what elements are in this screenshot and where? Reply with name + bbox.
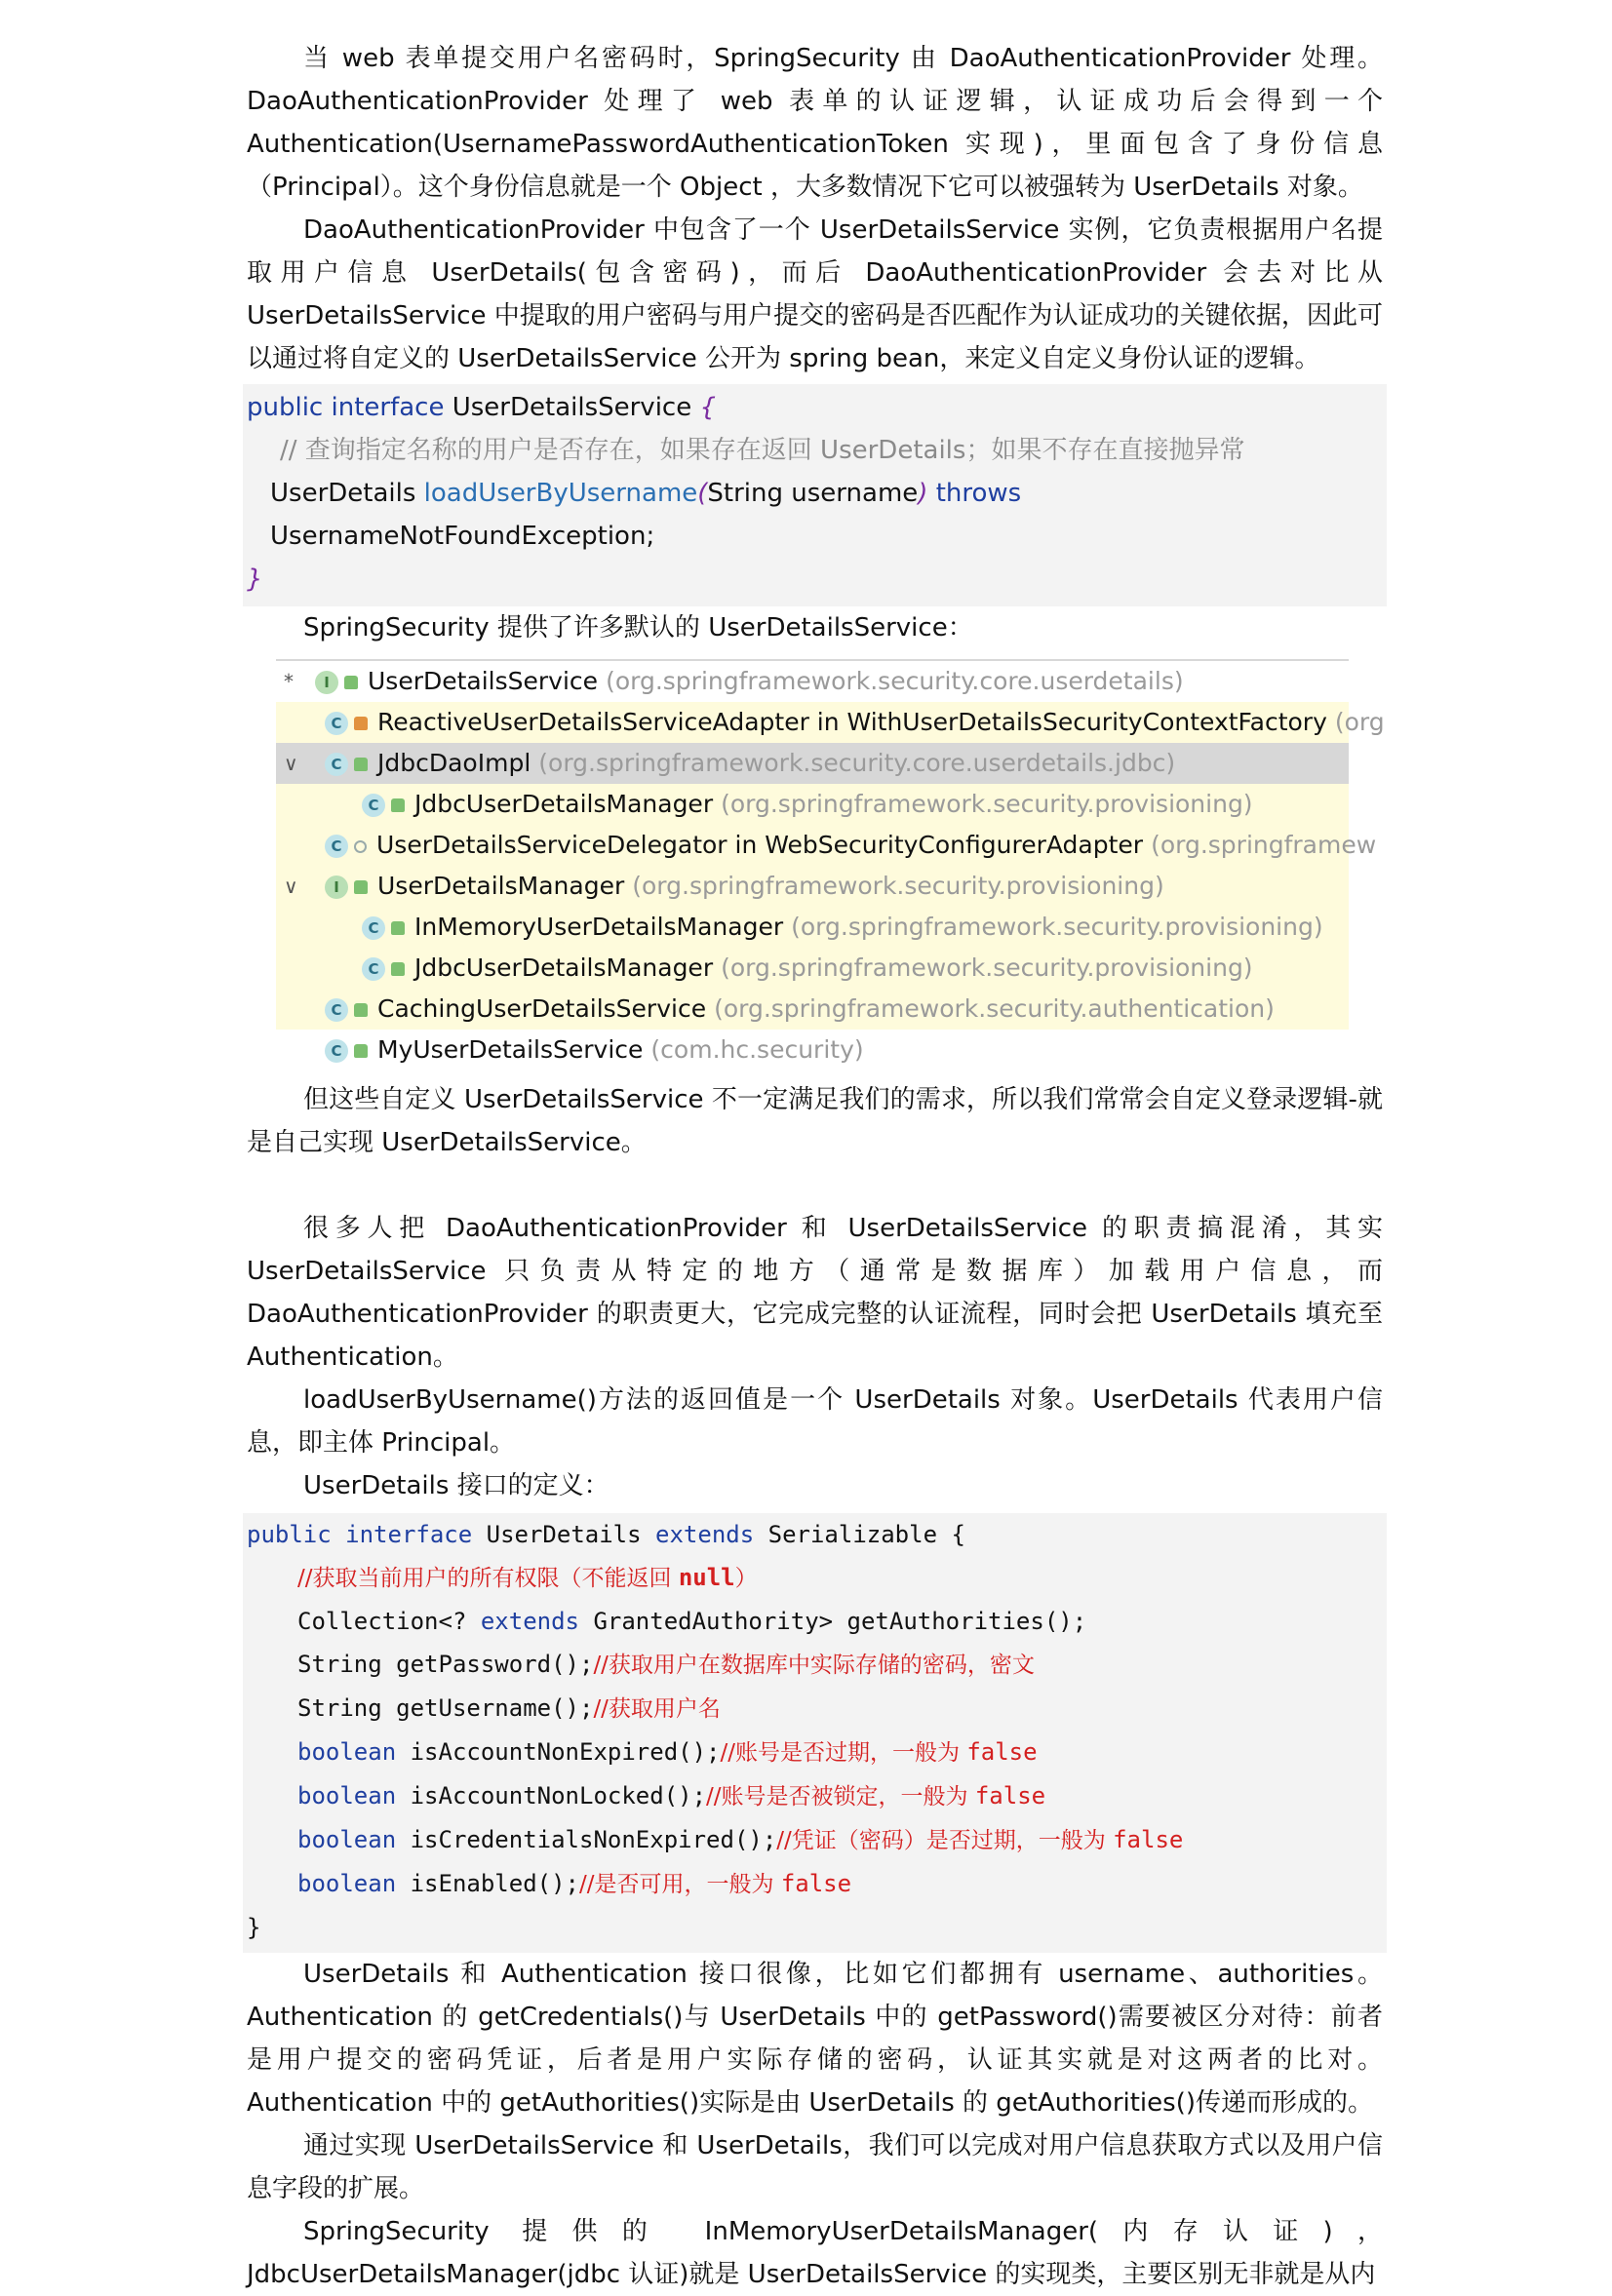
tree-row-content	[362, 784, 1253, 825]
tree-row[interactable]	[276, 989, 1349, 1030]
tree-item-package: (org.springframework.security.provisioning)	[721, 790, 1253, 818]
tree-item-package: (com.hc.security)	[650, 1035, 864, 1064]
tree-row-content	[325, 702, 1385, 743]
code-line: boolean isAccountNonLocked();//账号是否被锁定，一般为 false	[297, 1782, 1046, 1810]
tree-item-name: MyUserDetailsService	[377, 1035, 644, 1064]
class-icon: C	[362, 957, 385, 981]
code-line: UserDetails loadUserByUsername(String username) throws UsernameNotFoundException;	[270, 479, 1022, 551]
tree-item-package: (org	[1334, 708, 1385, 736]
tree-item-name: JdbcUserDetailsManager	[414, 790, 714, 818]
class-icon: C	[325, 835, 348, 858]
tree-row[interactable]	[276, 784, 1349, 825]
code-line: Collection<? extends GrantedAuthority> getAuthorities();	[297, 1608, 1087, 1635]
public-lock-icon	[354, 880, 368, 894]
code-comment: // 查询指定名称的用户是否存在，如果存在返回 UserDetails；如果不存在直接抛异常	[280, 436, 1245, 465]
tree-row-content	[325, 1030, 864, 1070]
public-lock-icon	[354, 758, 368, 771]
tree-row[interactable]	[276, 825, 1377, 866]
code-line: public interface UserDetails extends Serializable {	[247, 1521, 965, 1548]
tree-item-name: CachingUserDetailsService	[377, 994, 707, 1023]
tree-item-package: (org.springframework.security.provisioning)	[791, 913, 1323, 941]
tree-item-package: (org.springframework.security.provisioning)	[632, 872, 1164, 900]
paragraph-responsibilities: 很多人把 DaoAuthenticationProvider 和 UserDetailsService 的职责搞混淆，其实 UserDetailsService 只负责从特定的地方（通常是数据库）加载用户信息，而 DaoAuthenticationProvider 的职责更大，它完成完整的认证流程，同时会把 UserDetails 填充至 Authentication。	[247, 1214, 1383, 1372]
tree-row[interactable]	[276, 866, 1349, 907]
code-line: boolean isEnabled();//是否可用，一般为 false	[297, 1870, 852, 1897]
tree-row-content	[325, 743, 1175, 784]
document-page	[247, 37, 1383, 2296]
tree-item-package: (org.springframework.security.provisioning)	[721, 953, 1253, 982]
spacer	[247, 1164, 1383, 1207]
code-block-userdetailsservice	[243, 384, 1387, 606]
star-marker-icon[interactable]: *	[284, 670, 294, 693]
code-line: }	[247, 564, 263, 594]
class-icon: C	[362, 794, 385, 817]
paragraph-comparison: UserDetails 和 Authentication 接口很像，比如它们都拥有 username、authorities。Authentication 的 getCredentials()与 UserDetails 中的 getPassword()需要被区分对待：前者是用户提交的密码凭证，后者是用户实际存储的密码，认证其实就是对这两者的比对。Authentication 中的 getAuthorities()实际是由 UserDetails 的 getAuthorities()传递而形成的。	[247, 1960, 1383, 2118]
tree-item-package: (org.springframework.security.authentication)	[714, 994, 1275, 1023]
interface-icon: I	[315, 671, 338, 694]
tree-row[interactable]	[276, 907, 1349, 948]
class-icon: C	[325, 753, 348, 776]
tree-row-content	[362, 948, 1253, 989]
class-icon: C	[325, 712, 348, 735]
code-block-userdetails	[243, 1513, 1387, 1953]
tree-item-name: UserDetailsManager	[377, 872, 625, 900]
tree-row-content	[325, 825, 1376, 866]
public-lock-icon	[354, 1044, 368, 1058]
class-icon: C	[325, 1039, 348, 1063]
paragraph-provider: DaoAuthenticationProvider 中包含了一个 UserDetailsService 实例，它负责根据用户名提取用户信息 UserDetails(包含密码)，而后 DaoAuthenticationProvider 会去对比从 UserDetailsService 中提取的用户密码与用户提交的密码是否匹配作为认证成功的关键依据，因此可以通过将自定义的 UserDetailsService 公开为 spring bean，来定义自定义身份认证的逻辑。	[247, 215, 1383, 373]
private-lock-icon	[354, 717, 368, 730]
type-hierarchy-tree	[276, 659, 1385, 1070]
code-line: String getPassword();//获取用户在数据库中实际存储的密码，密文	[297, 1651, 1035, 1678]
public-lock-icon	[391, 921, 405, 935]
class-icon: C	[325, 998, 348, 1022]
tree-item-name: JdbcUserDetailsManager	[414, 953, 714, 982]
code-line: String getUsername();//获取用户名	[297, 1694, 721, 1722]
interface-icon: I	[325, 876, 348, 899]
tree-item-name: JdbcDaoImpl	[377, 749, 531, 777]
public-lock-icon	[354, 1003, 368, 1017]
tree-row[interactable]	[276, 661, 1349, 702]
tree-item-name: ReactiveUserDetailsServiceAdapter in WithUserDetailsSecurityContextFactory	[377, 708, 1327, 736]
code-line: boolean isAccountNonExpired();//账号是否过期，一般为 false	[297, 1738, 1038, 1766]
tree-item-package: (org.springframew	[1151, 831, 1377, 859]
tree-row-content	[315, 661, 1184, 702]
tree-row-content	[362, 907, 1323, 948]
class-icon: C	[362, 916, 385, 940]
tree-item-name: UserDetailsServiceDelegator in WebSecurityConfigurerAdapter	[376, 831, 1144, 859]
paragraph-custom: 但这些自定义 UserDetailsService 不一定满足我们的需求，所以我们常常会自定义登录逻辑-就是自己实现 UserDetailsService。	[247, 1085, 1383, 1157]
paragraph-defaults: SpringSecurity 提供了许多默认的 UserDetailsService：	[303, 613, 973, 642]
paragraph-extension: 通过实现 UserDetailsService 和 UserDetails，我们可以完成对用户信息获取方式以及用户信息字段的扩展。	[247, 2131, 1383, 2203]
paragraph-intro: 当 web 表单提交用户名密码时，SpringSecurity 由 DaoAuthenticationProvider 处理。DaoAuthenticationProvider 处理了 web 表单的认证逻辑，认证成功后会得到一个 Authentication(UsernamePasswordAuthenticationToken 实现)，里面包含了身份信息（Principal）。这个身份信息就是一个 Object ，大多数情况下它可以被强转为 UserDetails 对象。	[247, 44, 1383, 202]
expand-chevron-icon[interactable]: ∨	[284, 875, 298, 898]
public-lock-icon	[391, 962, 405, 976]
paragraph-implementations: SpringSecurity 提供的 InMemoryUserDetailsManager(内存认证)，JdbcUserDetailsManager(jdbc 认证)就是 UserDetailsService 的实现类，主要区别无非就是从内	[247, 2217, 1383, 2289]
public-lock-icon	[344, 676, 358, 689]
package-visibility-icon	[354, 840, 367, 853]
tree-row[interactable]	[276, 702, 1385, 743]
tree-row-content	[325, 989, 1275, 1030]
tree-row-content	[325, 866, 1164, 907]
tree-row[interactable]	[276, 743, 1349, 784]
paragraph-return-value: loadUserByUsername()方法的返回值是一个 UserDetails 对象。UserDetails 代表用户信息，即主体 Principal。	[247, 1385, 1383, 1458]
code-line: }	[247, 1914, 261, 1941]
tree-item-package: (org.springframework.security.core.userdetails)	[606, 667, 1184, 695]
public-lock-icon	[391, 798, 405, 812]
code-line: boolean isCredentialsNonExpired();//凭证（密码）是否过期，一般为 false	[297, 1826, 1184, 1853]
tree-row[interactable]	[276, 1030, 1349, 1070]
tree-item-package: (org.springframework.security.core.userdetails.jdbc)	[538, 749, 1176, 777]
tree-item-name: UserDetailsService	[368, 667, 599, 695]
expand-chevron-icon[interactable]: ∨	[284, 752, 298, 775]
code-line: //获取当前用户的所有权限（不能返回 null）	[297, 1564, 758, 1591]
tree-item-name: InMemoryUserDetailsManager	[414, 913, 784, 941]
code-line: public interface UserDetailsService {	[247, 393, 717, 422]
tree-row[interactable]	[276, 948, 1349, 989]
paragraph-interface-def: UserDetails 接口的定义：	[303, 1471, 609, 1500]
